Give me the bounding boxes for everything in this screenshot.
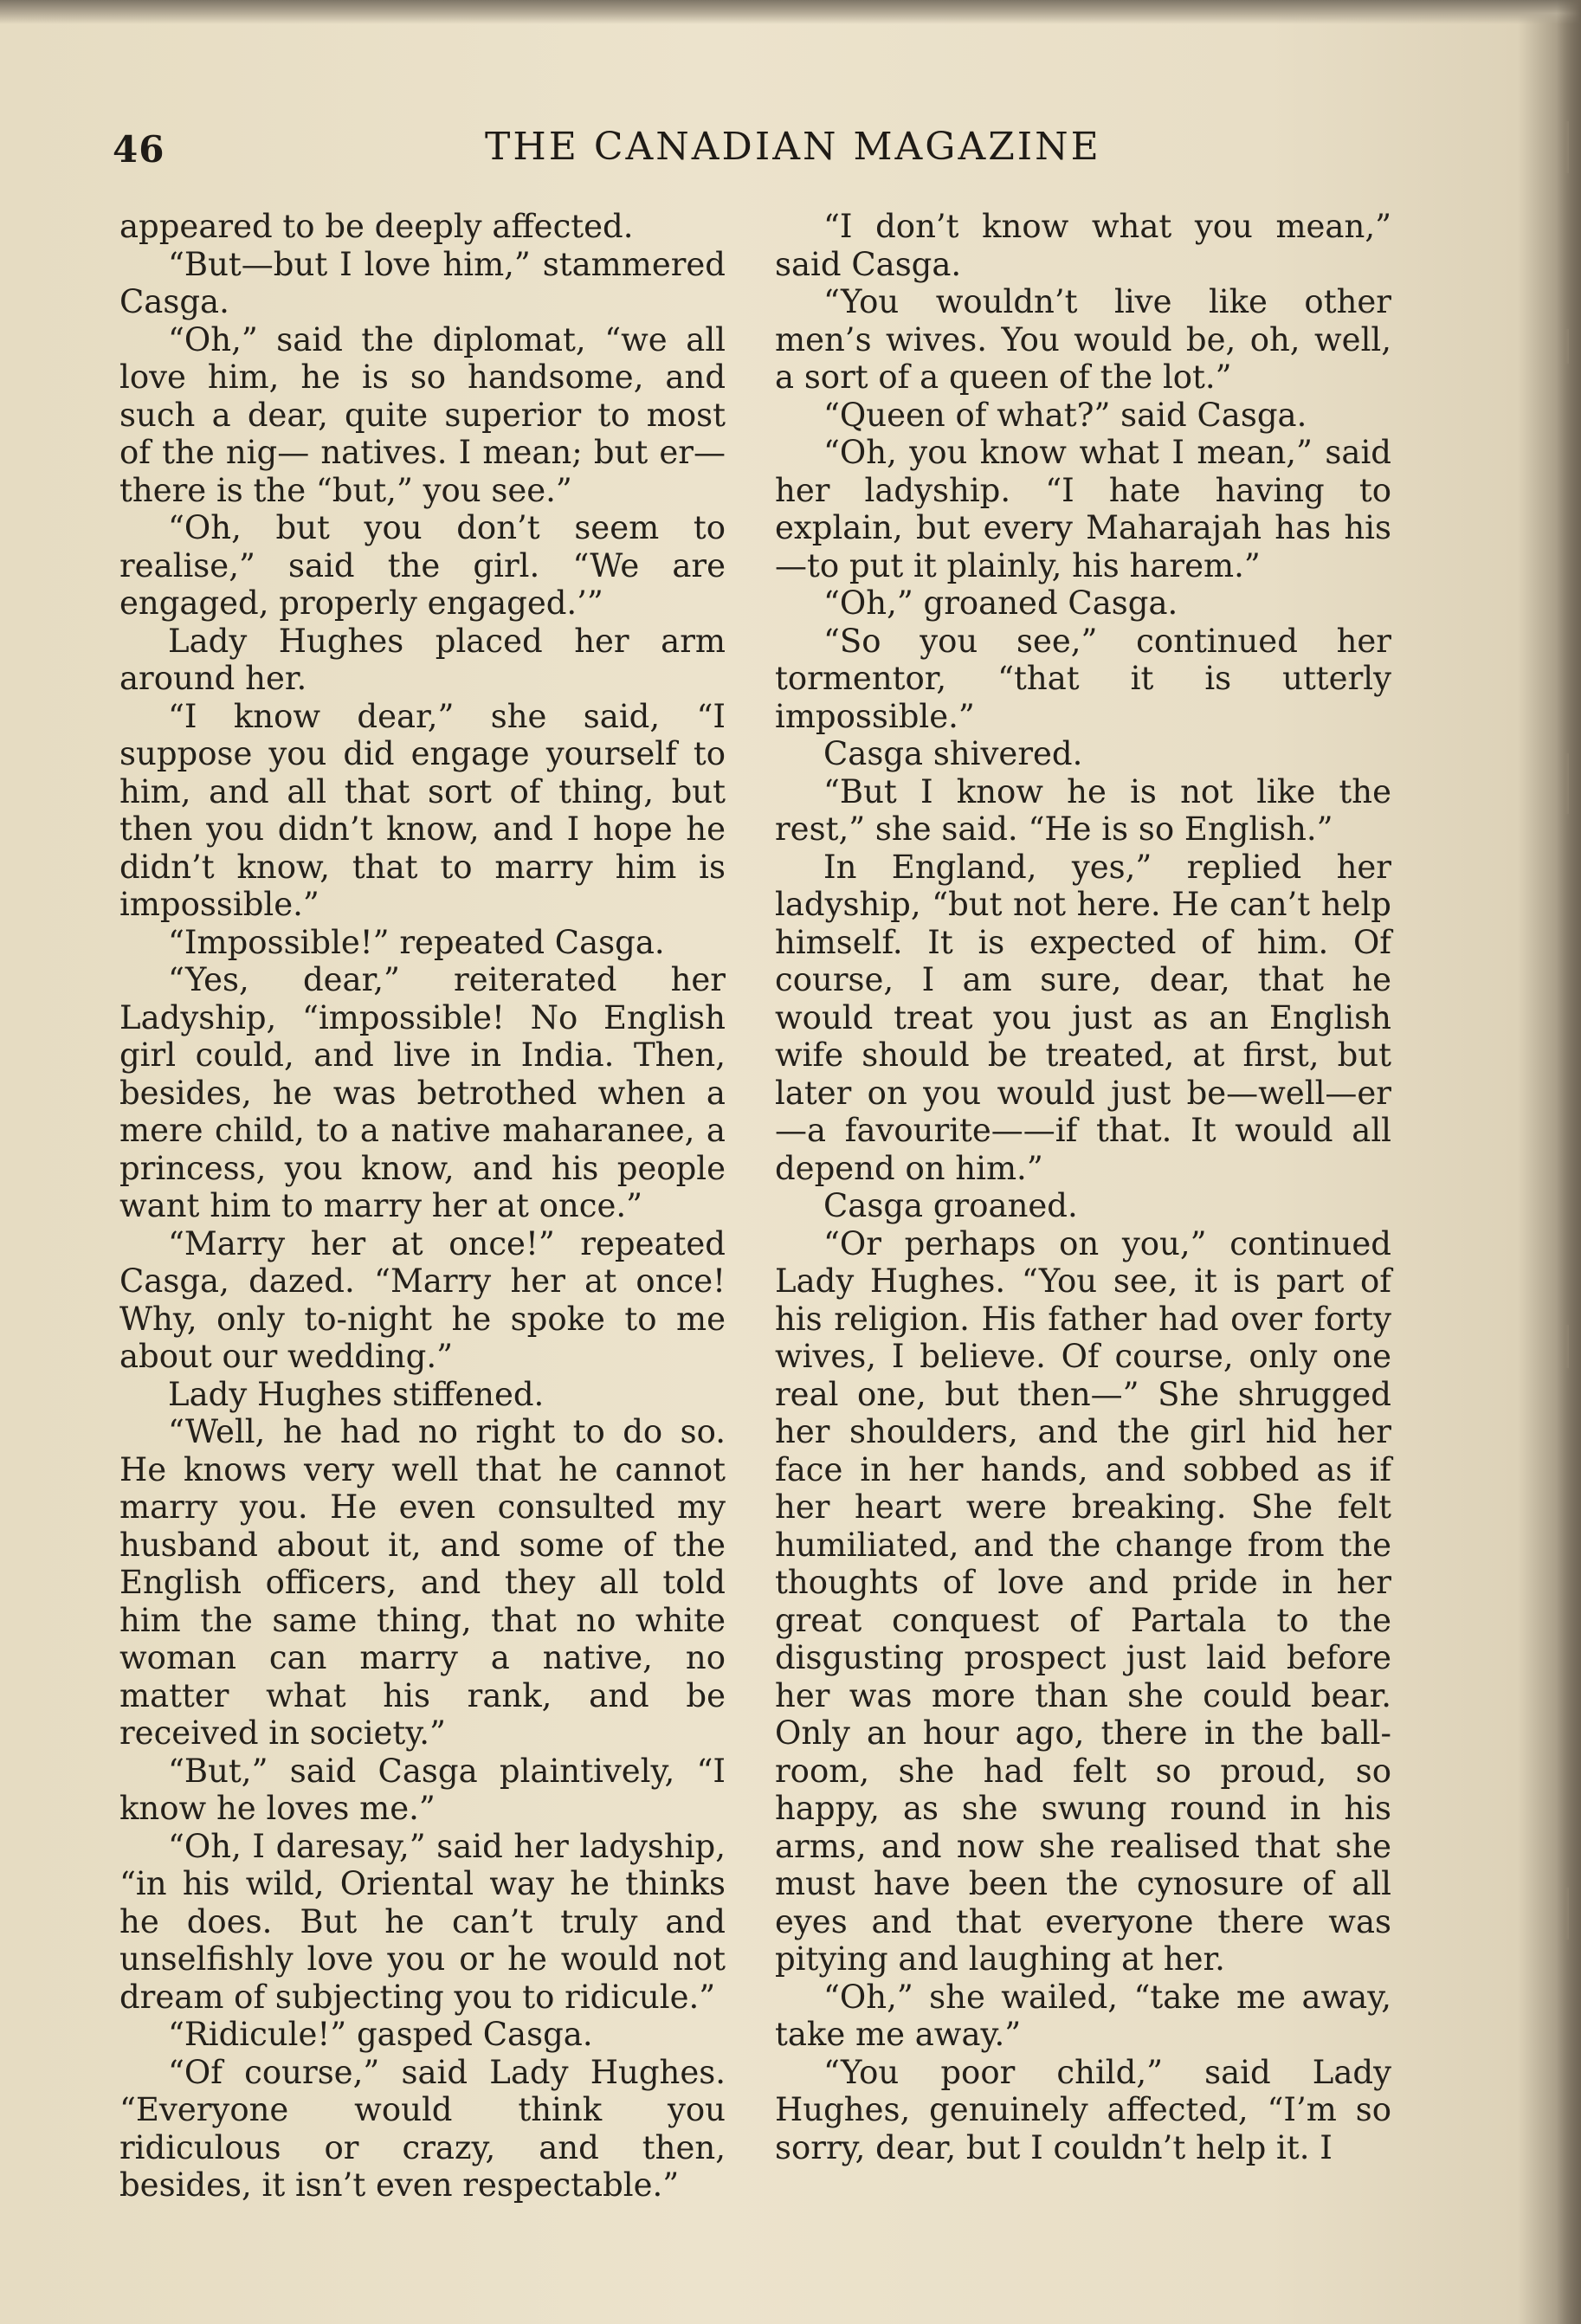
edge-mark	[1565, 1888, 1569, 1940]
paragraph: “Oh, but you don’t seem to realise,” said the girl. “We are engaged, properly engaged.’”	[119, 509, 726, 622]
edge-mark	[1565, 1325, 1569, 1368]
page-right-edge	[1557, 0, 1581, 2324]
paragraph: “Queen of what?” said Casga.	[823, 396, 1307, 434]
paragraph: “I know dear,” she said, “I suppose you did engage yourself to him, and all that sort of thing, but then you didn’t know, and I hope he didn’t know, that to marry him is impossible.”	[119, 697, 726, 923]
edge-mark	[1565, 121, 1569, 173]
right-column	[775, 208, 1391, 2166]
paragraph: appeared to be deeply affected.	[119, 208, 634, 245]
paragraph: “You wouldn’t live like other men’s wives. You would be, oh, well, a sort of a queen of the lot.”	[775, 283, 1391, 396]
paragraph: Casga shivered.	[823, 735, 1083, 772]
left-column	[119, 208, 726, 2205]
paragraph: “Marry her at once!” repeated Casga, dazed. “Marry her at once! Why, only to-night he spoke to me about our wedding.”	[119, 1224, 726, 1375]
paragraph: “You poor child,” said Lady Hughes, genuinely affected, “I’m so sorry, dear, but I couldn’t help it. I	[775, 2053, 1391, 2166]
paragraph: “Oh, I daresay,” said her ladyship, “in his wild, Oriental way he thinks he does. But he can’t truly and unselfishly love you or he would not dream of subjecting you to ridicule.”	[119, 1827, 726, 2016]
edge-mark	[1565, 753, 1569, 814]
paragraph: “But—but I love him,” stammered Casga.	[119, 245, 726, 320]
page-header	[113, 121, 1411, 173]
running-head: THE CANADIAN MAGAZINE	[485, 125, 1101, 169]
paragraph: “Oh,” said the diplomat, “we all love him, he is so handsome, and such a dear, quite superior to most of the nig— natives. I mean; but er—there is the “but,” you see.”	[119, 320, 726, 509]
paragraph: “So you see,” continued her tormentor, “that it is utterly impossible.”	[775, 622, 1391, 735]
paragraph: “Of course,” said Lady Hughes. “Everyone would think you ridiculous or crazy, and then, besides, it isn’t even respectable.”	[119, 2053, 726, 2204]
page-top-edge	[0, 0, 1581, 24]
paragraph: “I don’t know what you mean,” said Casga.	[775, 208, 1391, 283]
edge-mark	[1565, 329, 1569, 364]
paragraph: “Ridicule!” gasped Casga.	[168, 2016, 593, 2053]
paragraph: “But,” said Casga plaintively, “I know he loves me.”	[119, 1752, 726, 1827]
paragraph: “Oh,” she wailed, “take me away, take me away.”	[775, 1978, 1391, 2053]
paragraph: Lady Hughes stiffened.	[168, 1375, 545, 1413]
paragraph: “But I know he is not like the rest,” she said. “He is so English.”	[775, 772, 1391, 848]
paragraph: “Oh, you know what I mean,” said her ladyship. “I hate having to explain, but every Maharajah has his—to put it plainly, his harem.”	[775, 434, 1391, 584]
paragraph: Casga groaned.	[823, 1187, 1078, 1224]
paragraph: “Well, he had no right to do so. He knows very well that he cannot marry you. He even consulted my husband about it, and some of the English officers, and they all told him the same thing, that no white woman can marry a native, no matter what his rank, and be received in society.”	[119, 1413, 726, 1752]
page-number: 46	[113, 128, 165, 171]
paragraph: “Oh,” groaned Casga.	[823, 584, 1178, 622]
paragraph: Lady Hughes placed her arm around her.	[119, 622, 726, 697]
paragraph: In England, yes,” replied her ladyship, “but not here. He can’t help himself. It is expected of him. Of course, I am sure, dear, that he would treat you just as an English wife should be treated, at first, but later on you would just be—well—er—a favourite——if that. It would all depend on him.”	[775, 848, 1391, 1187]
paragraph: “Or perhaps on you,” continued Lady Hughes. “You see, it is part of his religion. His father had over forty wives, I believe. Of course, only one real one, but then—” She shrugged her shoulders, and the girl hid her face in her hands, and sobbed as if her heart were breaking. She felt humiliated, and the change from the thoughts of love and pride in her great conquest of Partala to the disgusting prospect just laid before her was more than she could bear. Only an hour ago, there in the ball-room, she had felt so proud, so happy, as she swung round in his arms, and now she realised that she must have been the cynosure of all eyes and that everyone there was pitying and laughing at her.	[775, 1224, 1391, 1978]
paragraph: “Yes, dear,” reiterated her Ladyship, “impossible! No English girl could, and live in India. Then, besides, he was betrothed when a mere child, to a native maharanee, a princess, you know, and his people want him to marry her at once.”	[119, 961, 726, 1224]
paragraph: “Impossible!” repeated Casga.	[168, 923, 665, 961]
